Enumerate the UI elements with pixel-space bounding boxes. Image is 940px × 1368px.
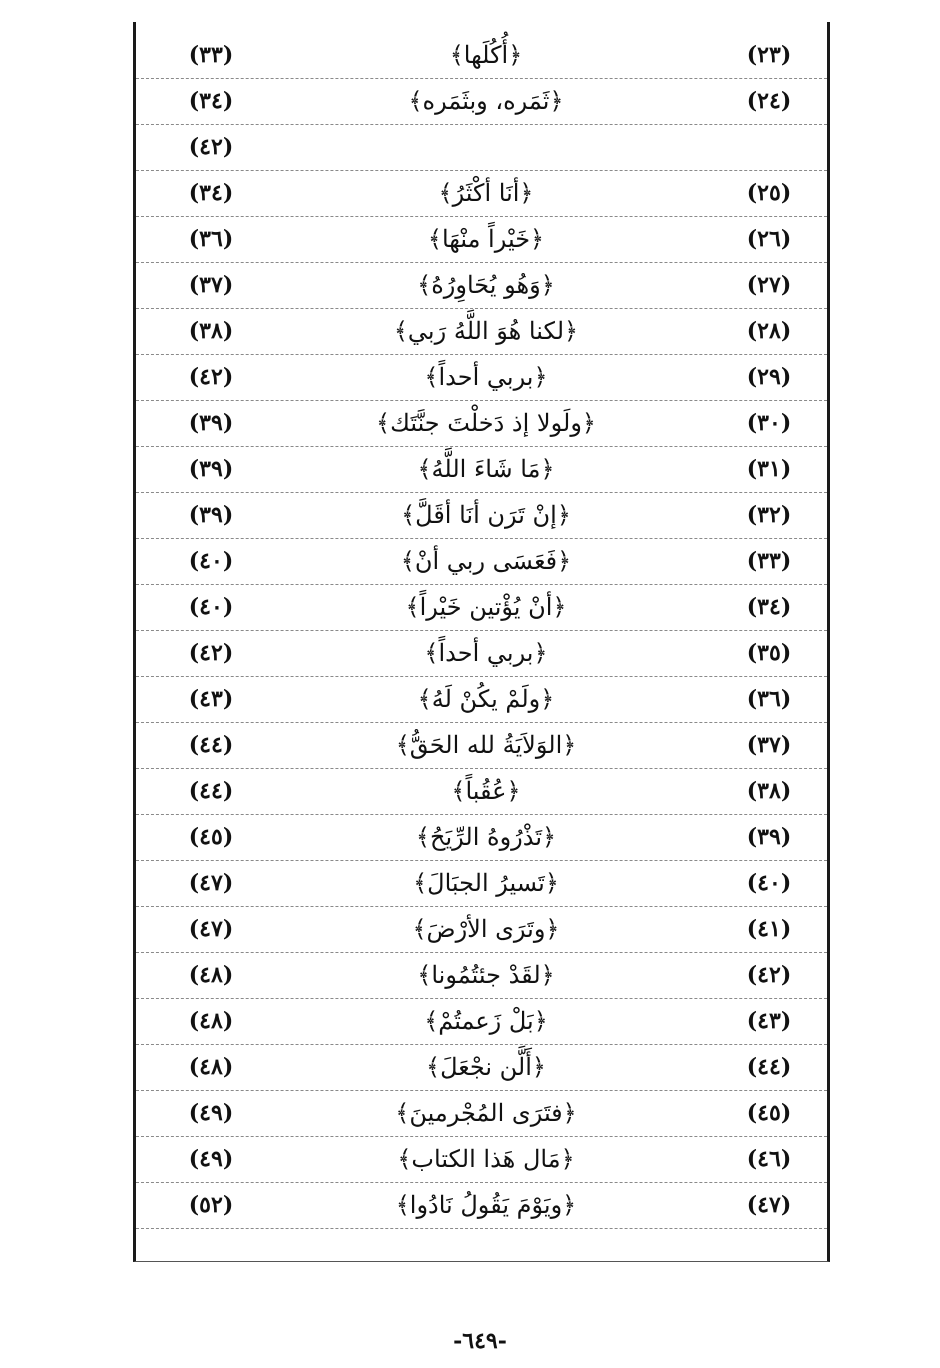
table-row bbox=[136, 308, 827, 355]
verse-reference: (٤٠) bbox=[188, 594, 234, 620]
verse-reference: (٤٥) bbox=[188, 824, 234, 850]
verse-reference: (٤٢) bbox=[188, 640, 234, 666]
quran-word: ﴿مَا شَاءَ اللَّهُ﴾ bbox=[417, 455, 555, 483]
verse-reference: (٤٧) bbox=[188, 916, 234, 942]
quran-word: ﴿خَيْراً منْهَا﴾ bbox=[427, 225, 545, 253]
quran-word: ﴿فَعَسَى ربي أنْ﴾ bbox=[400, 547, 572, 575]
entry-number: (٤٦) bbox=[746, 1146, 792, 1172]
table-row bbox=[136, 722, 827, 769]
table-row bbox=[136, 1044, 827, 1091]
table-row bbox=[136, 1182, 827, 1229]
quran-word: ﴿أُكُلَها﴾ bbox=[449, 41, 523, 69]
table-row bbox=[136, 998, 827, 1045]
quran-word: ﴿أَلَّن نجْعَلَ﴾ bbox=[426, 1053, 546, 1081]
verse-reference: (٣٨) bbox=[188, 318, 234, 344]
entry-number: (٣١) bbox=[746, 456, 792, 482]
table-row bbox=[136, 952, 827, 999]
quran-word: ﴿الوَلاَيَةُ لله الحَقُّ﴾ bbox=[395, 731, 577, 759]
quran-word: ﴿وَهُو يُحَاوِرُهُ﴾ bbox=[417, 271, 555, 299]
quran-word: ﴿ولَولا إذ دَخلْتَ جنَّتَك﴾ bbox=[376, 409, 596, 437]
entry-number: (٣٧) bbox=[746, 732, 792, 758]
quran-word: ﴿أنَا أكْثَرُ﴾ bbox=[438, 179, 534, 207]
entry-number bbox=[724, 124, 814, 170]
entry-number: (٣٦) bbox=[746, 686, 792, 712]
verse-reference: (٣٩) bbox=[188, 456, 234, 482]
entry-number: (٢٥) bbox=[746, 180, 792, 206]
table-row bbox=[136, 492, 827, 539]
table-row bbox=[136, 400, 827, 447]
entry-number: (٤٣) bbox=[746, 1008, 792, 1034]
entry-number: (٢٧) bbox=[746, 272, 792, 298]
page-number: -٦٤٩- bbox=[453, 1328, 507, 1354]
table-row bbox=[136, 860, 827, 907]
verse-reference: (٤٢) bbox=[188, 364, 234, 390]
quran-word: ﴿عُقُباً﴾ bbox=[451, 777, 521, 805]
verse-reference: (٤٧) bbox=[188, 870, 234, 896]
verse-reference: (٤٩) bbox=[188, 1146, 234, 1172]
entry-number: (٢٩) bbox=[746, 364, 792, 390]
table-row bbox=[136, 170, 827, 217]
verse-reference: (٤٤) bbox=[188, 778, 234, 804]
table-row bbox=[136, 538, 827, 585]
quran-word: ﴿أنْ يُؤْتين خَيْراً﴾ bbox=[405, 593, 567, 621]
table-row bbox=[136, 32, 827, 79]
verse-reference: (٣٤) bbox=[188, 180, 234, 206]
verse-reference: (٤٨) bbox=[188, 1054, 234, 1080]
verse-reference: (٤٣) bbox=[188, 686, 234, 712]
quran-word: ﴿تَسيرُ الجبَالَ﴾ bbox=[413, 869, 559, 897]
entry-number: (٣٣) bbox=[746, 548, 792, 574]
verse-reference: (٤٤) bbox=[188, 732, 234, 758]
table-row bbox=[136, 1136, 827, 1183]
table-row bbox=[136, 78, 827, 125]
verse-reference: (٣٣) bbox=[188, 42, 234, 68]
quran-word: ﴿ويَوْمَ يَقُولُ نَادُوا﴾ bbox=[395, 1191, 577, 1219]
table-row bbox=[136, 216, 827, 263]
table-row bbox=[136, 124, 827, 171]
entry-number: (٢٨) bbox=[746, 318, 792, 344]
verse-reference: (٤٩) bbox=[188, 1100, 234, 1126]
table-row bbox=[136, 262, 827, 309]
table-row bbox=[136, 1090, 827, 1137]
quran-word: ﴿مَال هَذا الكتاب﴾ bbox=[397, 1145, 575, 1173]
quran-word: ﴿ثَمَره، وبثَمَره﴾ bbox=[408, 87, 564, 115]
verse-reference: (٤٨) bbox=[188, 1008, 234, 1034]
entry-number: (٢٦) bbox=[746, 226, 792, 252]
verse-reference: (٣٧) bbox=[188, 272, 234, 298]
table-row bbox=[136, 676, 827, 723]
entry-number: (٤٢) bbox=[746, 962, 792, 988]
table-row bbox=[136, 446, 827, 493]
entry-number: (٣٠) bbox=[746, 410, 792, 436]
table-row bbox=[136, 768, 827, 815]
entry-number: (٣٨) bbox=[746, 778, 792, 804]
entry-number: (٤٧) bbox=[746, 1192, 792, 1218]
verse-reference: (٣٩) bbox=[188, 410, 234, 436]
verse-reference: (٣٩) bbox=[188, 502, 234, 528]
entry-number: (٣٤) bbox=[746, 594, 792, 620]
quran-word: ﴿لكنا هُوَ اللَّهُ رَبي﴾ bbox=[393, 317, 579, 345]
word-table bbox=[133, 22, 830, 1262]
verse-reference: (٤٢) bbox=[188, 134, 234, 160]
quran-word: ﴿بربي أحداً﴾ bbox=[424, 363, 548, 391]
table-row bbox=[136, 906, 827, 953]
quran-word: ﴿إنْ تَرَن أنَا أقَلَّ﴾ bbox=[401, 501, 571, 529]
entry-number: (٢٣) bbox=[746, 42, 792, 68]
table-row bbox=[136, 354, 827, 401]
entry-number: (٣٢) bbox=[746, 502, 792, 528]
table-row bbox=[136, 630, 827, 677]
verse-reference: (٣٦) bbox=[188, 226, 234, 252]
entry-number: (٣٥) bbox=[746, 640, 792, 666]
entry-number: (٤١) bbox=[746, 916, 792, 942]
table-row bbox=[136, 814, 827, 861]
quran-word: ﴿بَلْ زَعمتُمْ﴾ bbox=[424, 1007, 548, 1035]
quran-word: ﴿وتَرَى الأرْضَ﴾ bbox=[412, 915, 560, 943]
table-row bbox=[136, 584, 827, 631]
quran-word: ﴿فتَرَى المُجْرمينَ﴾ bbox=[395, 1099, 577, 1127]
entry-number: (٣٩) bbox=[746, 824, 792, 850]
quran-word: ﴿ولَمْ يكُنْ لَهُ﴾ bbox=[417, 685, 555, 713]
verse-reference: (٥٢) bbox=[188, 1192, 234, 1218]
quran-word bbox=[286, 124, 686, 170]
quran-word: ﴿تَذْرُوهُ الرِّيَحُ﴾ bbox=[415, 823, 557, 851]
entry-number: (٤٥) bbox=[746, 1100, 792, 1126]
entry-number: (٢٤) bbox=[746, 88, 792, 114]
entry-number: (٤٠) bbox=[746, 870, 792, 896]
quran-word: ﴿بربي أحداً﴾ bbox=[424, 639, 548, 667]
verse-reference: (٤٠) bbox=[188, 548, 234, 574]
verse-reference: (٣٤) bbox=[188, 88, 234, 114]
verse-reference: (٤٨) bbox=[188, 962, 234, 988]
quran-word: ﴿لقَدْ جئتُمُونا﴾ bbox=[417, 961, 555, 989]
entry-number: (٤٤) bbox=[746, 1054, 792, 1080]
